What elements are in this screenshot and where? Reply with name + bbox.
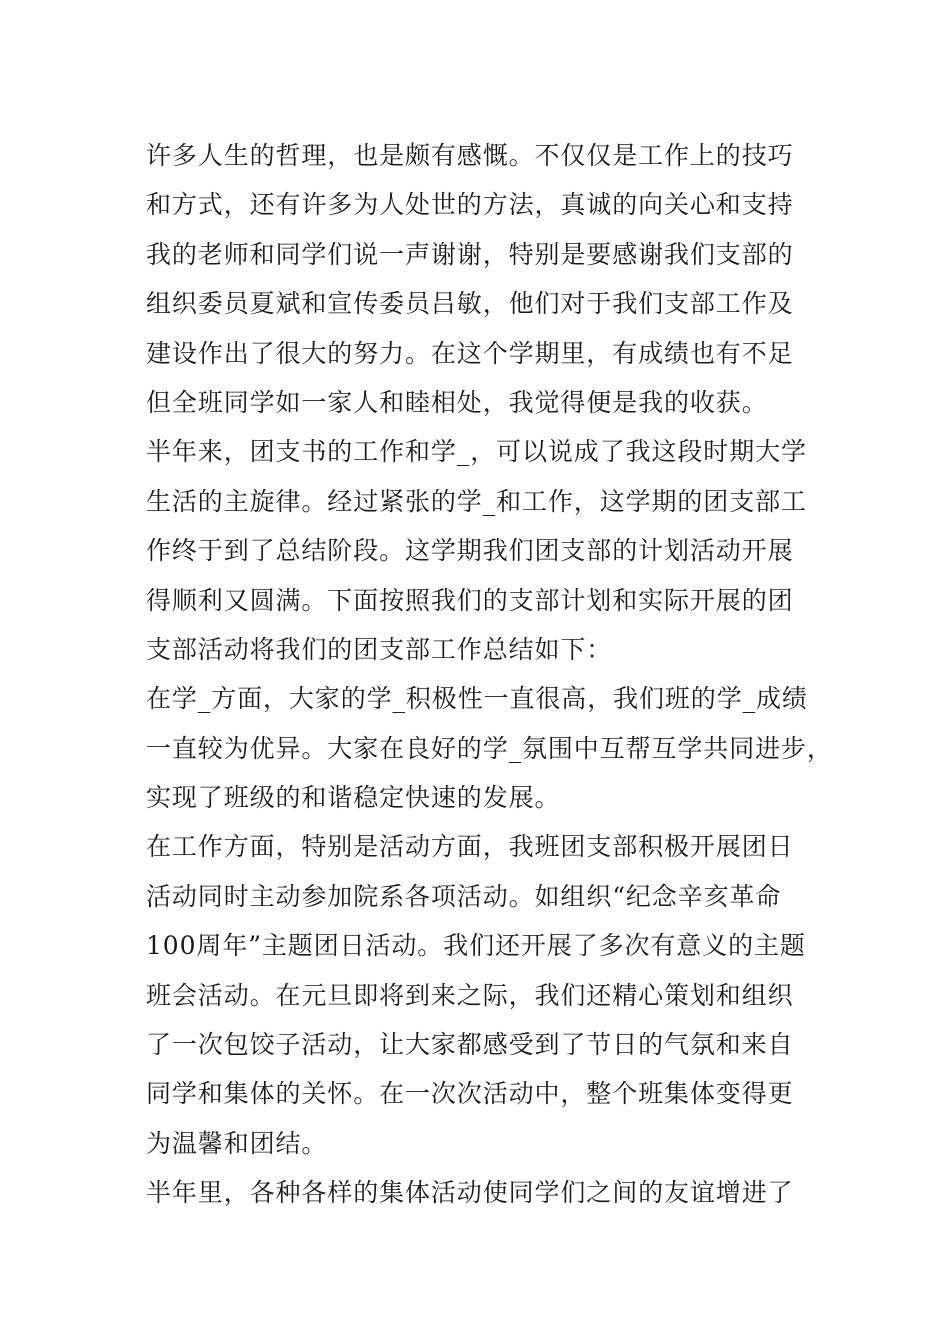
text-line: 我的老师和同学们说一声谢谢，特别是要感谢我们支部的 bbox=[146, 239, 794, 269]
text-line: 半年里，各种各样的集体活动使同学们之间的友谊增进了 bbox=[146, 1178, 794, 1208]
text-line: 组织委员夏斌和宣传委员吕敏，他们对于我们支部工作及 bbox=[146, 289, 794, 319]
text-line: 和方式，还有许多为人处世的方法，真诚的向关心和支持 bbox=[146, 190, 794, 220]
text-line: 活动同时主动参加院系各项活动。如组织“纪念辛亥革命 bbox=[146, 881, 782, 911]
text-line: 了一次包饺子活动，让大家都感受到了节日的气氛和来自 bbox=[146, 1030, 794, 1060]
text-line: 半年来，团支书的工作和学_，可以说成了我这段时期大学 bbox=[146, 437, 807, 467]
text-line: 但全班同学如一家人和睦相处，我觉得便是我的收获。 bbox=[146, 387, 768, 417]
text-line: 建设作出了很大的努力。在这个学期里，有成绩也有不足 bbox=[146, 338, 794, 368]
text-line: 生活的主旋律。经过紧张的学_和工作，这学期的团支部工 bbox=[146, 486, 807, 516]
text-line: 得顺利又圆满。下面按照我们的支部计划和实际开展的团 bbox=[146, 585, 794, 615]
text-line: 在学_方面，大家的学_积极性一直很高，我们班的学_成绩 bbox=[146, 684, 808, 714]
text-line: 一直较为优异。大家在良好的学_氛围中互帮互学共同进步， bbox=[146, 733, 833, 763]
text-line: 班会活动。在元旦即将到来之际，我们还精心策划和组织 bbox=[146, 980, 794, 1010]
text-line: 支部活动将我们的团支部工作总结如下： bbox=[146, 634, 613, 664]
text-line: 同学和集体的关怀。在一次次活动中，整个班集体变得更 bbox=[146, 1079, 794, 1109]
text-line: 100周年”主题团日活动。我们还开展了多次有意义的主题 bbox=[146, 931, 806, 961]
text-line: 许多人生的哲理，也是颇有感慨。不仅仅是工作上的技巧 bbox=[146, 141, 794, 170]
text-line: 作终于到了总结阶段。这学期我们团支部的计划活动开展 bbox=[146, 536, 794, 566]
text-line: 实现了班级的和谐稳定快速的发展。 bbox=[146, 783, 561, 813]
text-line: 为温馨和团结。 bbox=[146, 1128, 328, 1158]
text-line: 在工作方面，特别是活动方面，我班团支部积极开展团日 bbox=[146, 832, 794, 862]
document-body bbox=[146, 131, 846, 1218]
